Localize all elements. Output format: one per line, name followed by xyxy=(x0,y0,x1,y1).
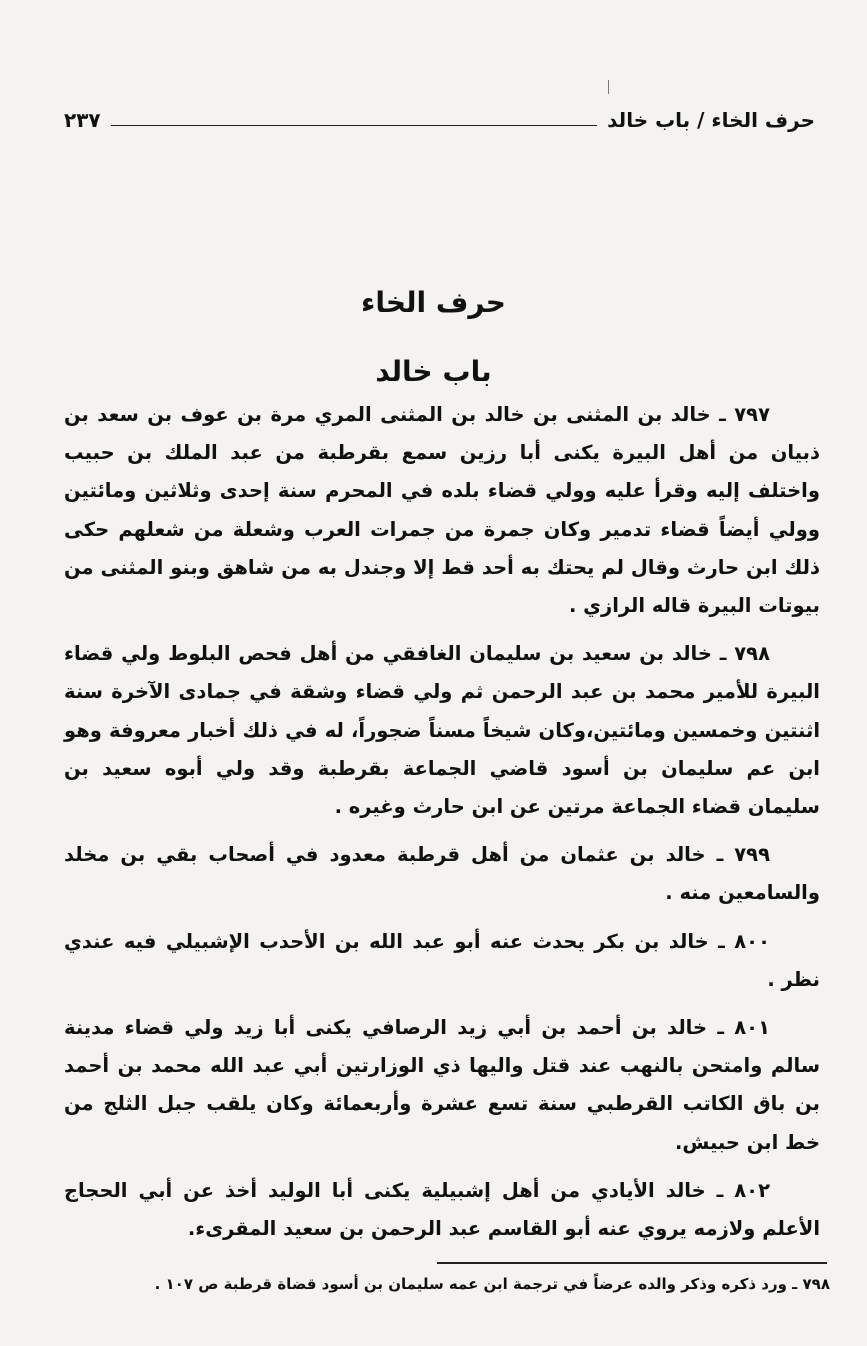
page-number: ٢٣٧ xyxy=(64,108,101,132)
running-header-title: حرف الخاء / باب خالد xyxy=(607,108,815,132)
chapter-title: حرف الخاء xyxy=(361,286,506,319)
entry-799: ٧٩٩ ـ خالد بن عثمان من أهل قرطبة معدود في أصحاب بقي بن مخلد والسامعين منه . xyxy=(64,843,820,905)
header-rule xyxy=(111,125,598,126)
entry-802: ٨٠٢ ـ خالد الأيادي من أهل إشبيلية يكنى أبا الوليد أخذ عن أبي الحجاج الأعلم ولازمه يروي عنه أبو القاسم عبد الرحمن بن سعيد المقرىء. xyxy=(64,1178,820,1241)
entry-798: ٧٩٨ ـ خالد بن سعيد بن سليمان الغافقي من أهل فحص البلوط ولي قضاء البيرة للأمير محمد بن عبد الرحمن ثم ولي قضاء وشقة في جمادى الآخرة سنة اثنتين وخمسين ومائتين،وكان شيخاً مسناً ضجوراً، له في ذلك أخبار معروفة وهو ابن عم سليمان بن أسود قاضي الجماعة بقرطبة وقد ولي أبوه سعيد بن سليمان قضاء الجماعة مرتين عن ابن حارث وغيره . xyxy=(64,642,820,819)
entry-801: ٨٠١ ـ خالد بن أحمد بن أبي زيد الرصافي يكنى أبا زيد ولي قضاء مدينة سالم وامتحن بالنهب عند قتل واليها ذي الوزارتين أبي عبد الله محمد بن أحمد بن باق الكاتب القرطبي سنة تسع عشرة وأربعمائة وكان يلقب جبل الثلج من خط ابن حبيش. xyxy=(64,1016,820,1154)
footnote-divider xyxy=(437,1262,827,1264)
section-title: باب خالد xyxy=(375,355,492,388)
entry-800: ٨٠٠ ـ خالد بن بكر يحدث عنه أبو عبد الله بن الأحدب الإشبيلي فيه عندي نظر . xyxy=(64,929,820,991)
running-header xyxy=(64,98,815,132)
entries-list xyxy=(64,396,820,1248)
footnote: ٧٩٨ ـ ورد ذكره وذكر والده عرضاً في ترجمة ابن عمه سليمان بن أسود قضاة قرطبة ص ١٠٧ . xyxy=(154,1275,830,1293)
scan-mark xyxy=(608,80,609,94)
entry-797: ٧٩٧ ـ خالد بن المثنى بن خالد بن المثنى المري مرة بن عوف بن سعد بن ذبيان من أهل البيرة يكنى أبا رزين سمع بقرطبة من عبد الملك بن حبيب واختلف إليه وقرأ عليه وولي قضاء بلده في المحرم سنة إحدى وثلاثين ومائتين وولي أيضاً قضاء تدمير وكان جمرة من جمرات العرب وشعلة من شعلهم حكى ذلك ابن حارث وقال لم يحتك به أحد قط إلا وجندل به من شاهق وبنو المثنى من بيوتات البيرة قاله الرازي . xyxy=(64,403,820,618)
